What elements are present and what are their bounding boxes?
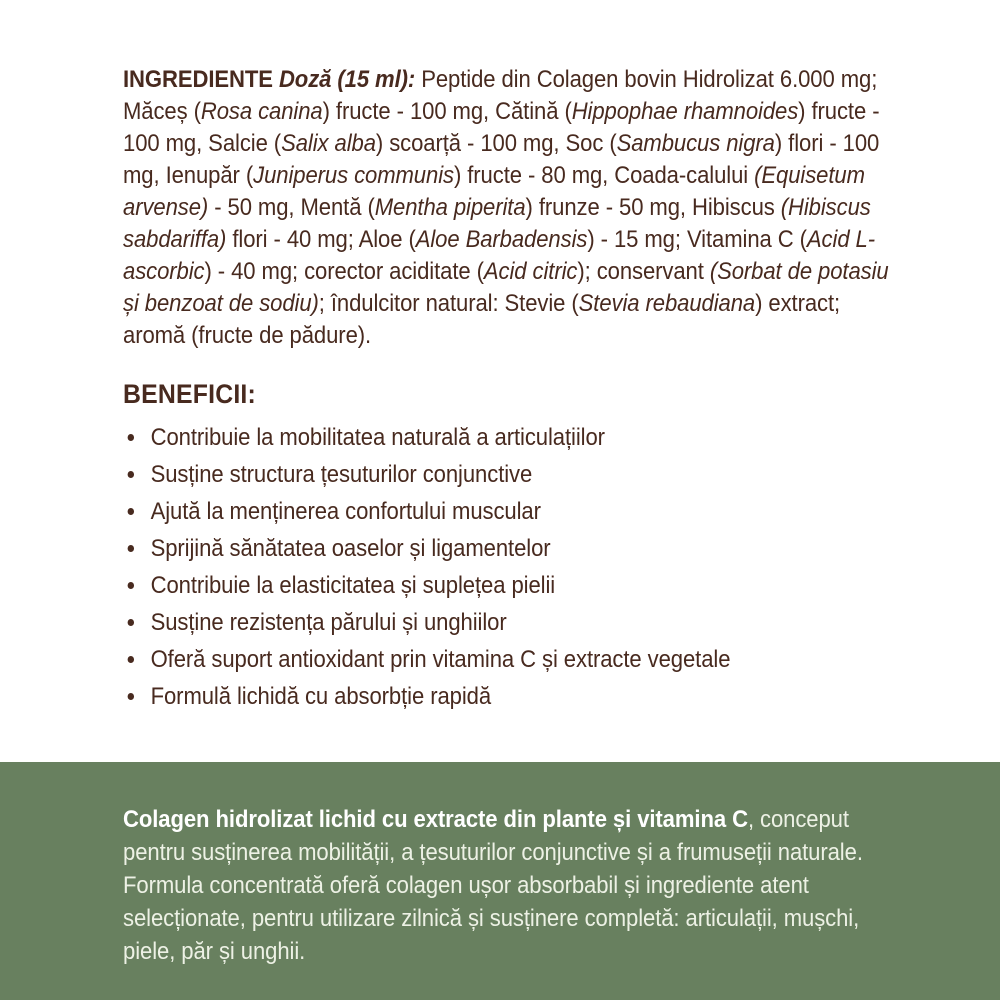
bullet-icon bbox=[128, 545, 134, 552]
benefit-text: Contribuie la elasticitatea și suplețea pielii bbox=[150, 572, 556, 599]
bullet-icon bbox=[128, 471, 134, 478]
benefit-text: Contribuie la mobilitatea naturală a articulațiilor bbox=[150, 424, 605, 451]
benefits-list bbox=[123, 424, 905, 710]
benefit-item bbox=[123, 461, 905, 488]
benefit-item bbox=[123, 535, 905, 562]
summary-banner bbox=[0, 762, 1000, 1000]
benefit-item bbox=[123, 424, 905, 451]
benefits-heading: BENEFICII: bbox=[123, 379, 256, 409]
bullet-icon bbox=[128, 434, 134, 441]
ingredients-dose-label: Doză (15 ml): bbox=[278, 66, 416, 93]
bullet-icon bbox=[128, 693, 134, 700]
text-column bbox=[123, 64, 905, 710]
benefit-item bbox=[123, 572, 905, 599]
ingredients-paragraph bbox=[123, 64, 905, 352]
summary-bold-lead: Colagen hidrolizat lichid cu extracte din plante și vitamina C bbox=[123, 806, 748, 833]
benefit-text: Sprijină sănătatea oaselor și ligamentelor bbox=[150, 535, 551, 562]
benefit-text: Susține structura țesuturilor conjunctive bbox=[150, 461, 533, 488]
summary-paragraph bbox=[123, 803, 907, 968]
benefit-item bbox=[123, 646, 905, 673]
bullet-icon bbox=[128, 619, 134, 626]
bullet-icon bbox=[128, 508, 134, 515]
benefit-text: Formulă lichidă cu absorbție rapidă bbox=[150, 683, 492, 710]
bullet-icon bbox=[128, 656, 134, 663]
ingredients-heading: INGREDIENTE bbox=[123, 66, 273, 93]
benefit-text: Susține rezistența părului și unghiilor bbox=[150, 609, 507, 636]
benefit-text: Ajută la menținerea confortului muscular bbox=[150, 498, 541, 525]
bullet-icon bbox=[128, 582, 134, 589]
summary-text: , conceput pentru susținerea mobilității, a țesuturilor conjunctive și a frumuseții naturale. Formula concentrată oferă colagen ușor absorbabil și ingrediente atent selecționate, pentru utilizare zilnică și susținere completă: articulații, mușchi, piele, păr și unghii. bbox=[123, 806, 863, 965]
benefit-item bbox=[123, 498, 905, 525]
benefit-item bbox=[123, 609, 905, 636]
ingredients-text: Peptide din Colagen bovin Hidrolizat 6.000 mg; Măceș (Rosa canina) fructe - 100 mg, Cătină (Hippophae rhamnoides) fructe - 100 mg, Salcie (Salix alba) scoarță - 100 mg, Soc (Sambucus nigra) flori - 100 mg, Ienupăr (Juniperus communis) fructe - 80 mg, Coada-calului (Equisetum arvense) - 50 mg, Mentă (Mentha piperita) frunze - 50 mg, Hibiscus (Hibiscus sabdariffa) flori - 40 mg; Aloe (Aloe Barbadensis) - 15 mg; Vitamina C (Acid L-ascorbic) - 40 mg; corector aciditate (Acid citric); conservant (Sorbat de potasiu și benzoat de sodiu); îndulcitor natural: Stevie (Stevia rebaudiana) extract; aromă (fructe de pădure). bbox=[123, 66, 889, 349]
benefit-text: Oferă suport antioxidant prin vitamina C și extracte vegetale bbox=[150, 646, 731, 673]
benefit-item bbox=[123, 683, 905, 710]
